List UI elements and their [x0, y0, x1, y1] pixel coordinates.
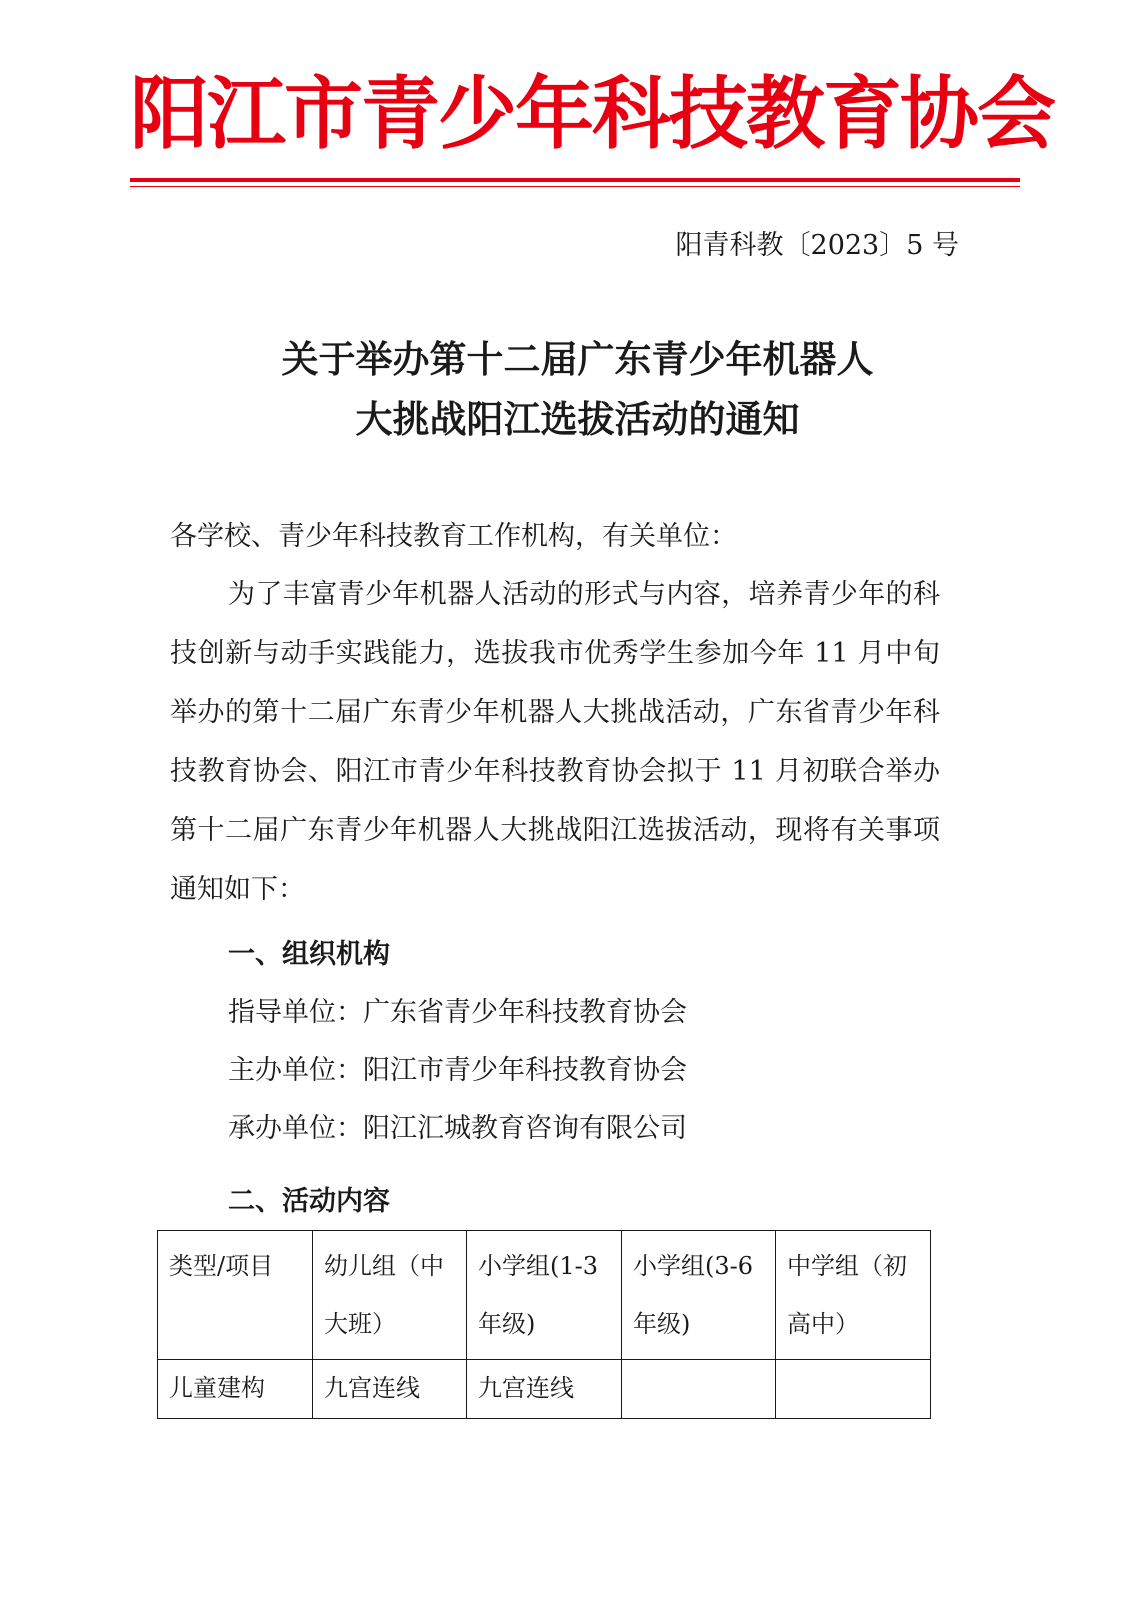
table-cell: 儿童建构 [158, 1360, 313, 1419]
section-heading-activities: 二、活动内容 [228, 1186, 390, 1217]
org-line-guiding-unit: 指导单位：广东省青少年科技教育协会 [228, 997, 687, 1028]
document-number: 阳青科教〔2023〕5 号 [675, 230, 959, 261]
org-line-organizer-unit: 承办单位：阳江汇城教育咨询有限公司 [228, 1113, 687, 1144]
table-cell [622, 1360, 776, 1419]
section-heading-organization: 一、组织机构 [228, 939, 390, 970]
body-paragraph: 为了丰富青少年机器人活动的形式与内容，培养青少年的科技创新与动手实践能力，选拔我市优秀学生参加今年 11 月中旬举办的第十二届广东青少年机器人大挑战活动，广东省青少年科技教育协会、阳江市青少年科技教育协会拟于 11 月初联合举办第十二届广东青少年机器人大挑战阳江选拔活动，现将有关事项通知如下： [170, 579, 940, 905]
table-header-cell: 幼儿组（中大班） [313, 1231, 467, 1360]
table-header-cell: 中学组（初高中） [776, 1231, 931, 1360]
letterhead-divider-thick [130, 178, 1020, 182]
table-header-cell: 类型/项目 [158, 1231, 313, 1360]
activity-table [157, 1230, 931, 1419]
table-header-cell: 小学组(3-6 年级) [622, 1231, 776, 1360]
salutation: 各学校、青少年科技教育工作机构，有关单位： [170, 521, 737, 552]
table-header-row [158, 1231, 931, 1360]
table-cell [776, 1360, 931, 1419]
table-cell: 九宫连线 [467, 1360, 622, 1419]
document-title-line-2: 大挑战阳江选拔活动的通知 [355, 398, 800, 441]
table-header-cell: 小学组(1-3 年级) [467, 1231, 622, 1360]
document-title [100, 330, 1055, 450]
letterhead-divider-thin [130, 186, 1020, 187]
document-title-line-1: 关于举办第十二届广东青少年机器人 [281, 338, 874, 381]
table-cell: 九宫连线 [313, 1360, 467, 1419]
letterhead-org-name: 阳江市青少年科技教育协会 [130, 67, 1054, 160]
table-row [158, 1360, 931, 1419]
org-line-host-unit: 主办单位：阳江市青少年科技教育协会 [228, 1055, 687, 1086]
